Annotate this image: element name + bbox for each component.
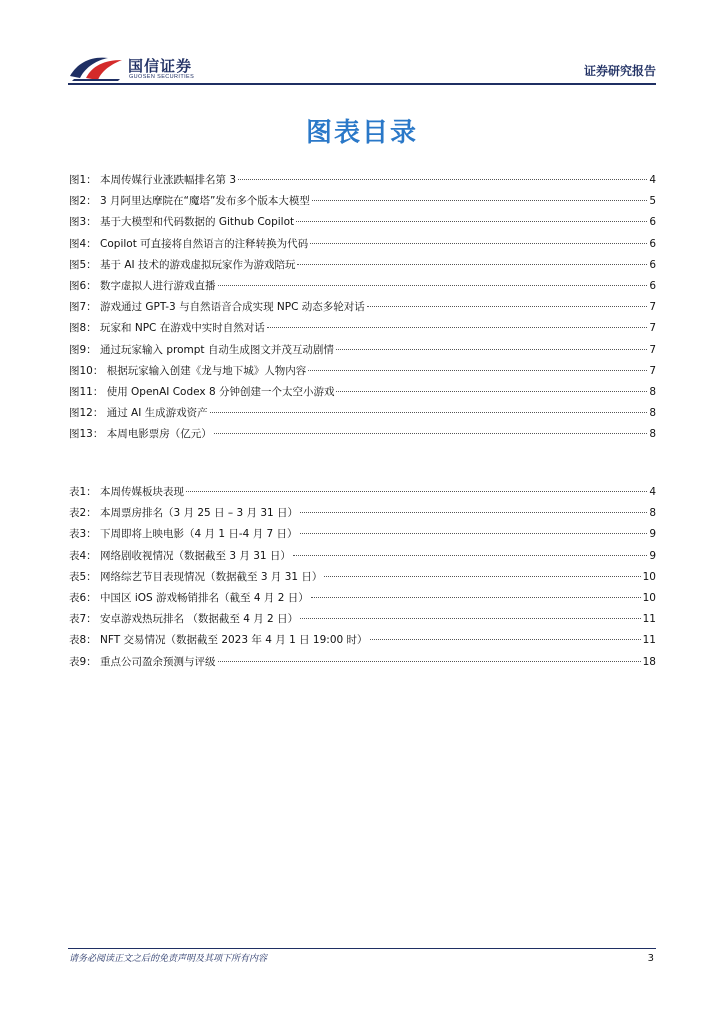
toc-entry-label: 表2： 本周票房排名（3 月 25 日 – 3 月 31 日） (69, 507, 299, 520)
toc-entry-label: 图2： 3 月阿里达摩院在“魔塔”发布多个版本大模型 (69, 195, 310, 208)
toc-entry-page: 7 (649, 322, 656, 335)
toc-entry-page: 8 (649, 407, 656, 420)
toc-leader (297, 264, 647, 265)
toc-entry-page: 6 (649, 216, 656, 229)
toc-entry-page: 4 (649, 174, 656, 186)
toc-entry-label: 图12： 通过 AI 生成游戏资产 (69, 407, 208, 420)
toc-entry-page: 8 (649, 507, 656, 520)
toc-entry-page: 9 (649, 528, 656, 541)
toc-entry[interactable] (69, 588, 656, 609)
toc-leader (296, 221, 647, 222)
toc-leader (367, 306, 648, 307)
toc-entry-label: 图11： 使用 OpenAI Codex 8 分钟创建一个太空小游戏 (69, 385, 335, 398)
toc-entry[interactable] (69, 234, 656, 255)
toc-entry[interactable] (69, 524, 656, 545)
toc-leader (238, 179, 647, 180)
toc-entry-page: 10 (642, 570, 656, 583)
table-list (69, 482, 656, 673)
toc-entry-label: 表7： 安卓游戏热玩排名 （数据截至 4 月 2 日） (69, 613, 299, 626)
toc-leader (267, 327, 648, 328)
toc-entry-page: 4 (649, 486, 656, 498)
toc-entry-label: 表4： 网络剧收视情况（数据截至 3 月 31 日） (69, 549, 291, 562)
toc-entry-label: 图10： 根据玩家输入创建《龙与地下城》人物内容 (69, 364, 307, 377)
toc-leader (214, 433, 648, 434)
toc-entry[interactable] (69, 382, 656, 403)
toc-entry-label: 图6： 数字虚拟人进行游戏直播 (69, 279, 216, 292)
page-number: 3 (647, 953, 654, 964)
toc-leader (186, 491, 647, 492)
logo-chinese-name: 国信证券 (128, 57, 193, 75)
toc-entry-page: 9 (649, 549, 656, 562)
toc-entry-page: 11 (642, 613, 656, 626)
toc-entry-label: 表9： 重点公司盈余预测与评级 (69, 655, 216, 668)
toc-entry-label: 图13： 本周电影票房（亿元） (69, 428, 212, 441)
toc-entry-page: 7 (649, 343, 656, 356)
toc-entry-page: 18 (642, 655, 656, 668)
toc-leader (370, 639, 641, 640)
toc-entry[interactable] (69, 503, 656, 524)
toc-entry[interactable] (69, 609, 656, 630)
toc-entry[interactable] (69, 318, 656, 339)
figure-list (69, 170, 656, 445)
toc-entry[interactable] (69, 652, 656, 673)
toc-entry-label: 图7： 游戏通过 GPT-3 与自然语音合成实现 NPC 动态多轮对话 (69, 301, 365, 314)
toc-entry[interactable] (69, 297, 656, 318)
toc-entry[interactable] (69, 212, 656, 233)
toc-entry-page: 7 (649, 301, 656, 314)
toc-entry[interactable] (69, 276, 656, 297)
toc-entry[interactable] (69, 191, 656, 212)
toc-entry[interactable] (69, 482, 656, 503)
toc-leader (336, 349, 647, 350)
toc-entry[interactable] (69, 255, 656, 276)
toc-entry-page: 10 (642, 591, 656, 604)
toc-entry-page: 8 (649, 428, 656, 441)
toc-leader (312, 200, 647, 201)
guosen-logo-icon (68, 52, 126, 82)
toc-entry[interactable] (69, 630, 656, 651)
toc-entry-page: 8 (649, 385, 656, 398)
logo-english-name: GUOSEN SECURITIES (129, 74, 195, 80)
header-divider (68, 83, 656, 85)
guosen-logo (68, 52, 198, 82)
toc-entry-label: 图9： 通过玩家输入 prompt 自动生成图文并茂互动剧情 (69, 343, 334, 356)
toc-entry-page: 7 (649, 364, 656, 377)
toc-entry-label: 图5： 基于 AI 技术的游戏虚拟玩家作为游戏陪玩 (69, 258, 296, 271)
toc-entry[interactable] (69, 340, 656, 361)
toc-leader (300, 512, 647, 513)
toc-entry[interactable] (69, 170, 656, 191)
toc-entry-page: 6 (649, 258, 656, 271)
toc-entry-page: 11 (642, 634, 656, 647)
toc-entry-label: 图3： 基于大模型和代码数据的 Github Copilot (69, 216, 295, 229)
toc-leader (300, 618, 641, 619)
page-title: 图表目录 (305, 118, 418, 148)
toc-entry-label: 图8： 玩家和 NPC 在游戏中实时自然对话 (69, 322, 265, 335)
toc-entry-page: 5 (649, 195, 656, 208)
toc-leader (218, 661, 641, 662)
toc-entry[interactable] (69, 424, 656, 445)
toc-entry[interactable] (69, 403, 656, 424)
toc-entry-label: 表6： 中国区 iOS 游戏畅销排名（截至 4 月 2 日） (69, 591, 309, 604)
page-header (68, 48, 656, 84)
toc-leader (293, 555, 647, 556)
toc-entry-label: 图1： 本周传媒行业涨跌幅排名第 3 (69, 174, 237, 186)
toc-leader (310, 243, 647, 244)
toc-leader (324, 576, 640, 577)
toc-leader (308, 370, 647, 371)
toc-entry[interactable] (69, 361, 656, 382)
toc-entry[interactable] (69, 567, 656, 588)
report-type-label: 证券研究报告 (583, 64, 656, 78)
toc-leader (311, 597, 641, 598)
toc-leader (300, 533, 648, 534)
toc-entry-label: 表3： 下周即将上映电影（4 月 1 日-4 月 7 日） (69, 528, 298, 541)
toc-leader (218, 285, 648, 286)
toc-entry-label: 图4： Copilot 可直接将自然语言的注释转换为代码 (69, 237, 309, 250)
footer-disclaimer: 请务必阅读正文之后的免责声明及其项下所有内容 (69, 954, 268, 964)
footer-divider (68, 948, 656, 949)
toc-leader (336, 391, 647, 392)
toc-entry-label: 表5： 网络综艺节目表现情况（数据截至 3 月 31 日） (69, 570, 323, 583)
toc-entry-label: 表1： 本周传媒板块表现 (69, 486, 185, 498)
toc-leader (210, 412, 648, 413)
toc-entry[interactable] (69, 546, 656, 567)
toc-entry-page: 6 (649, 237, 656, 250)
toc-entry-page: 6 (649, 279, 656, 292)
toc-entry-label: 表8： NFT 交易情况（数据截至 2023 年 4 月 1 日 19:00 时） (69, 634, 368, 647)
